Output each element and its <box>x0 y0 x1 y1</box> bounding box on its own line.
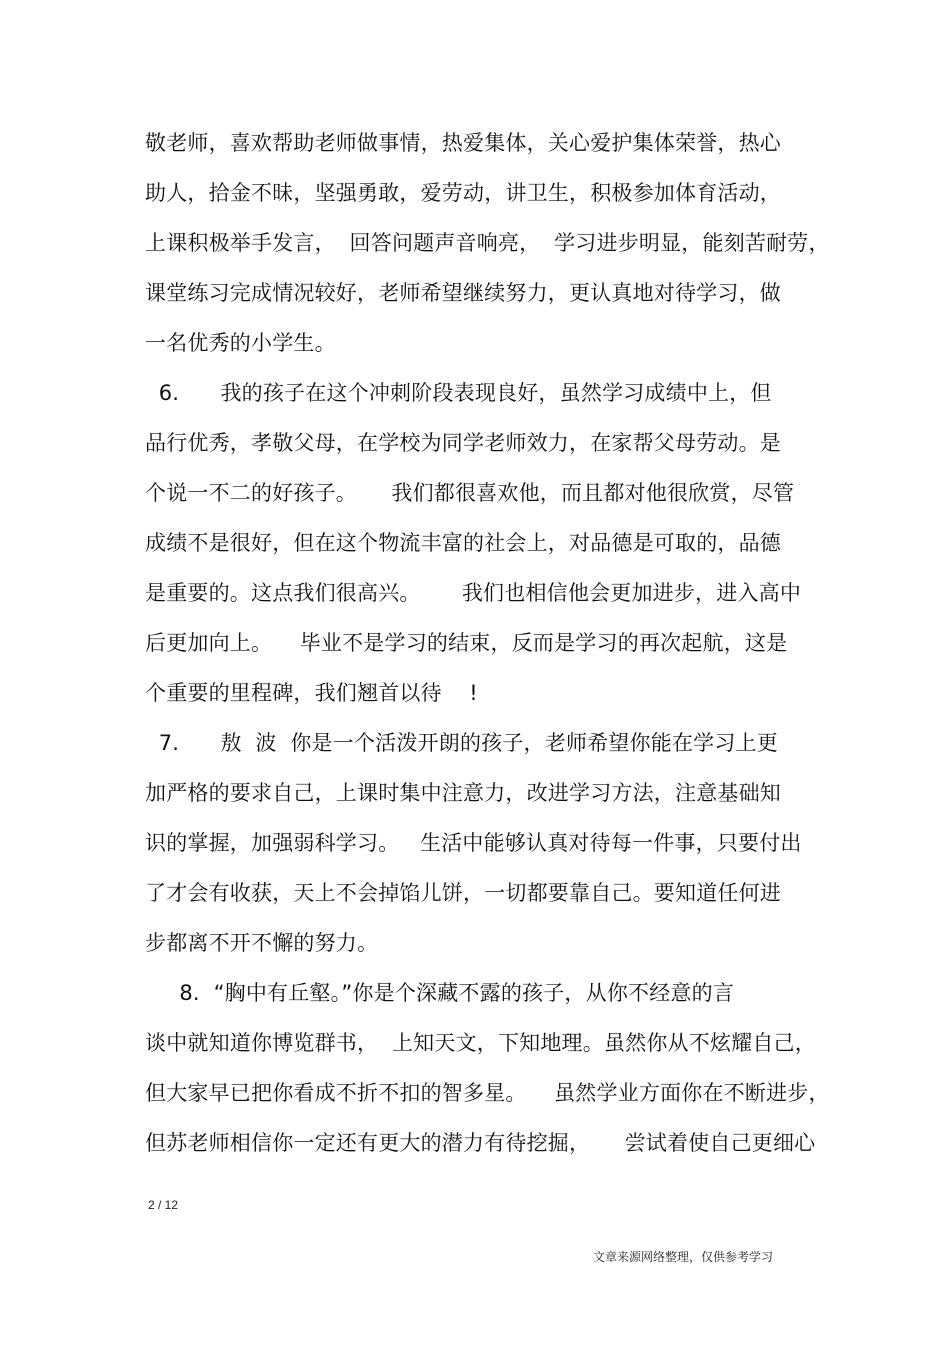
text-line: 成绩不是很好，但在这个物流丰富的社会上，对品德是可取的，品德 <box>145 531 781 555</box>
text-line: 课堂练习完成情况较好，老师希望继续努力，更认真地对待学习，做 <box>145 281 781 305</box>
text-line: 8. “胸中有丘壑。”你是个深藏不露的孩子，从你不经意的言 <box>145 981 735 1005</box>
text-line: 品行优秀，孝敬父母，在学校为同学老师效力，在家帮父母劳动。是 <box>145 431 781 455</box>
source-note: 文章来源网络整理，仅供参考学习 <box>593 1250 774 1264</box>
text-line: 加严格的要求自己，上课时集中注意力，改进学习方法，注意基础知 <box>145 781 781 805</box>
text-line: 识的掌握，加强弱科学习。 生活中能够认真对待每一件事，只要付出 <box>145 831 802 855</box>
text-line: 后更加向上。 毕业不是学习的结束，反而是学习的再次起航，这是 <box>145 631 788 655</box>
text-line: 但大家早已把你看成不折不扣的智多星。 虽然学业方面你在不断进步， <box>145 1081 830 1105</box>
text-line: 敬老师，喜欢帮助老师做事情，热爱集体，关心爱护集体荣誉，热心 <box>145 131 781 155</box>
text-line: 6. 我的孩子在这个冲刺阶段表现良好，虽然学习成绩中上，但 <box>145 381 772 405</box>
text-line: 个重要的里程碑，我们翘首以待 ! <box>145 681 478 705</box>
text-line: 助人，拾金不昧，坚强勇敢，爱劳动，讲卫生，积极参加体育活动， <box>145 181 781 205</box>
text-line: 一名优秀的小学生。 <box>145 331 336 355</box>
text-line: 7. 敖 波 你是一个活泼开朗的孩子，老师希望你能在学习上更 <box>145 731 778 755</box>
text-line: 个说一不二的好孩子。 我们都很喜欢他，而且都对他很欣赏，尽管 <box>145 481 795 505</box>
text-line: 但苏老师相信你一定还有更大的潜力有待挖掘， 尝试着使自己更细心 <box>145 1131 816 1155</box>
text-line: 是重要的。这点我们很高兴。 我们也相信他会更加进步，进入高中 <box>145 581 802 605</box>
page-number: 2 / 12 <box>148 1198 179 1212</box>
text-line: 了才会有收获，天上不会掉馅儿饼，一切都要靠自己。要知道任何进 <box>145 881 781 905</box>
text-line: 上课积极举手发言， 回答问题声音响亮， 学习进步明显，能刻苦耐劳， <box>145 231 830 255</box>
text-line: 谈中就知道你博览群书， 上知天文，下知地理。虽然你从不炫耀自己， <box>145 1031 816 1055</box>
text-line: 步都离不开不懈的努力。 <box>145 931 379 955</box>
